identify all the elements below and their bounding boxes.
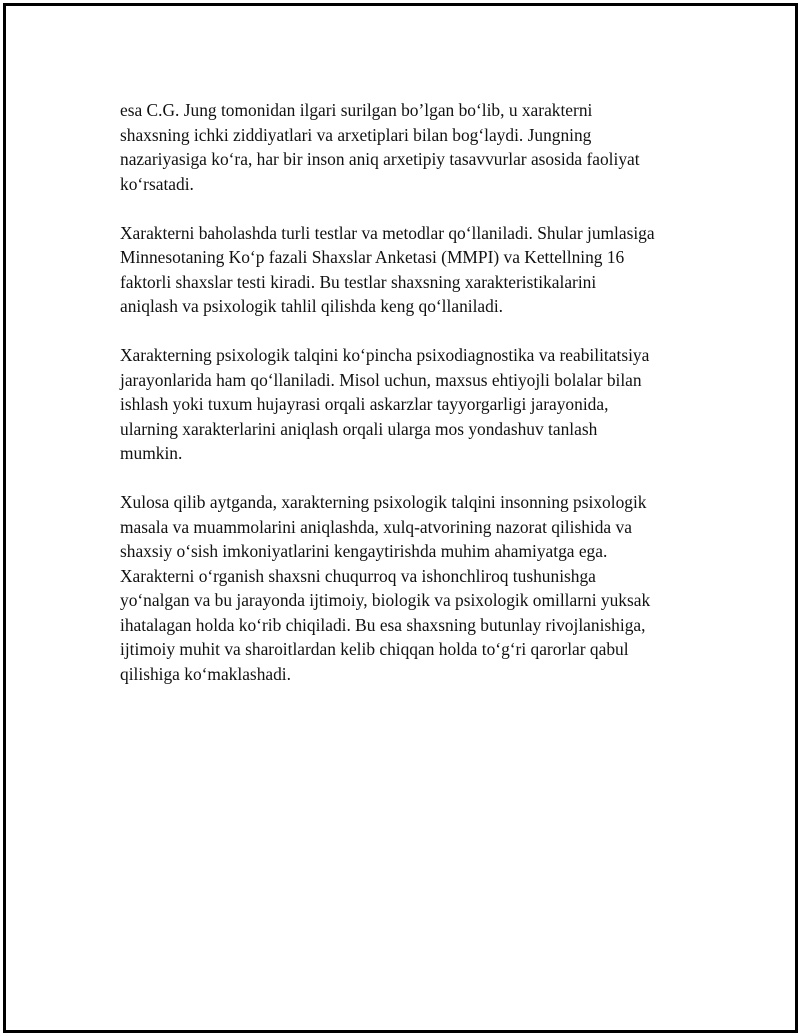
paragraph-psychodiagnostics: Xarakterning psixologik talqini ko‘pincha psixodiagnostika va reabilitatsiya jarayonlarida ham qo‘llaniladi. Misol uchun, maxsus ehtiyojli bolalar bilan ishlash yoki tuxum hujayrasi orqali askarzlar tayyorgarligi jarayonida, ularning xarakterlarini aniqlash orqali ularga mos yondashuv tanlash mumkin. [120,345,650,463]
document-body [120,98,700,711]
paragraph-jung-theory: esa C.G. Jung tomonidan ilgari surilgan bo’lgan bo‘lib, u xarakterni shaxsning ichki ziddiyatlari va arxetiplari bilan bog‘laydi. Jungning nazariyasiga ko‘ra, har bir inson aniq arxetipiy tasavvurlar asosida faoliyat ko‘rsatadi. [120,100,640,194]
paragraph-character-tests: Xarakterni baholashda turli testlar va metodlar qo‘llaniladi. Shular jumlasiga Minnesotaning Ko‘p fazali Shaxslar Anketasi (MMPI) va Kettellning 16 faktorli shaxslar testi kiradi. Bu testlar shaxsning xarakteristikalarini aniqlash va psixologik tahlil qilishda keng qo‘llaniladi. [120,222,655,316]
page-frame [3,3,798,1033]
paragraph-conclusion: Xulosa qilib aytganda, xarakterning psixologik talqini insonning psixologik masala va muammolarini aniqlashda, xulq-atvorining nazorat qilishida va shaxsiy o‘sish imkoniyatlarini kengaytirishda muhim ahamiyatga ega. Xarakterni o‘rganish shaxsni chuqurroq va ishonchliroq tushunishga yo‘nalgan va bu jarayonda ijtimoiy, biologik va psixologik omillarni yuksak ihatalagan holda ko‘rib chiqiladi. Bu esa shaxsning butunlay rivojlanishiga, ijtimoiy muhit va sharoitlardan kelib chiqqan holda to‘g‘ri qarorlar qabul qilishiga ko‘maklashadi. [120,492,651,684]
